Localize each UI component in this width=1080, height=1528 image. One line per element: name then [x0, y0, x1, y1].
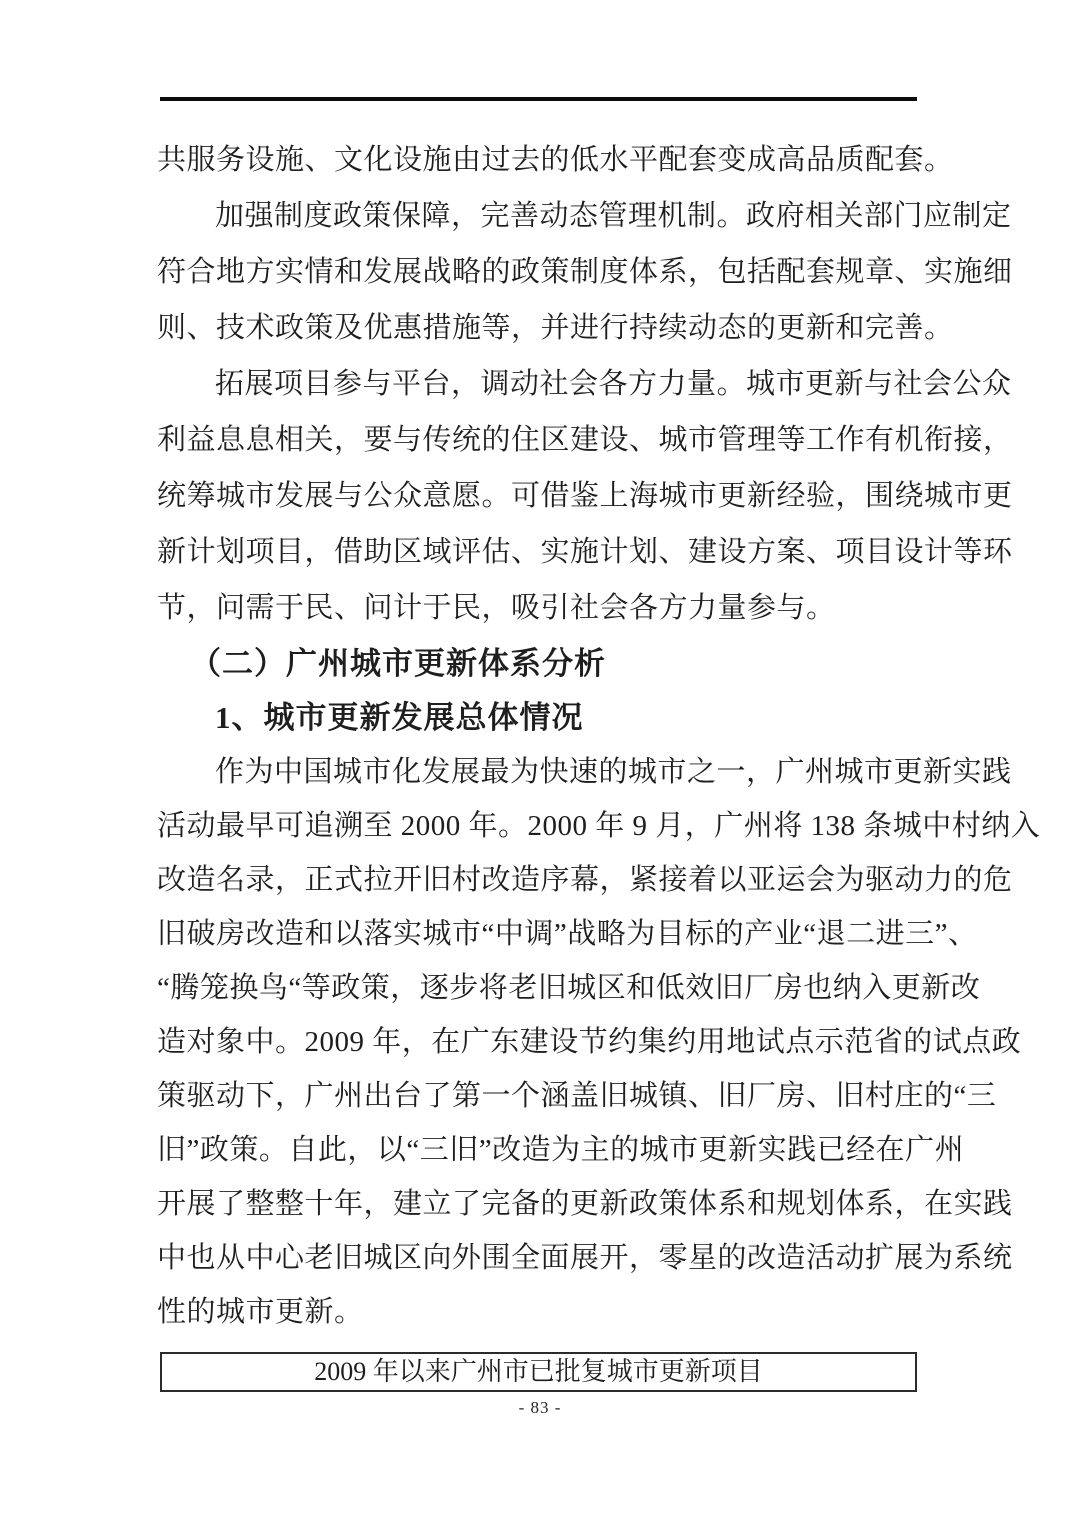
text-line: 加强制度政策保障，完善动态管理机制。政府相关部门应制定	[215, 200, 1012, 232]
text-line: 新计划项目，借助区域评估、实施计划、建设方案、项目设计等环	[157, 536, 1013, 568]
text-line: 中也从中心老旧城区向外围全面展开，零星的改造活动扩展为系统	[157, 1242, 1013, 1274]
text-line: 符合地方实情和发展战略的政策制度体系，包括配套规章、实施细	[157, 256, 1013, 288]
text-line: 利益息息相关，要与传统的住区建设、城市管理等工作有机衔接，	[157, 424, 1013, 456]
text-line: 造对象中。2009 年，在广东建设节约集约用地试点示范省的试点政	[157, 1026, 1022, 1058]
text-line: 节，问需于民、问计于民，吸引社会各方力量参与。	[157, 592, 836, 624]
document-body	[157, 132, 1041, 1339]
text-line: 旧破房改造和以落实城市“中调”战略为目标的产业“退二进三”、	[157, 918, 978, 950]
paragraph-guangzhou-history	[157, 745, 1041, 1339]
text-line: 策驱动下，广州出台了第一个涵盖旧城镇、旧厂房、旧村庄的“三	[157, 1080, 997, 1112]
paragraph-participation-platform	[157, 356, 1013, 636]
table-caption: 2009 年以来广州市已批复城市更新项目	[160, 1352, 917, 1392]
text-line: 改造名录，正式拉开旧村改造序幕，紧接着以亚运会为驱动力的危	[157, 864, 1013, 896]
subsection-heading-overall-development: 1、城市更新发展总体情况	[215, 700, 584, 735]
text-line: 性的城市更新。	[157, 1296, 364, 1328]
header-rule	[160, 97, 917, 101]
page-number: - 83 -	[518, 1398, 562, 1417]
text-line: “腾笼换鸟“等政策，逐步将老旧城区和低效旧厂房也纳入更新改	[157, 972, 981, 1004]
section-heading-guangzhou-system-analysis: （二）广州城市更新体系分析	[190, 646, 606, 681]
text-line: 旧”政策。自此，以“三旧”改造为主的城市更新实践已经在广州	[157, 1134, 965, 1166]
text-line: 则、技术政策及优惠措施等，并进行持续动态的更新和完善。	[157, 312, 954, 344]
paragraph-policy-guarantee	[157, 188, 1013, 356]
text-line: 作为中国城市化发展最为快速的城市之一，广州城市更新实践	[215, 756, 1012, 788]
text-line: 活动最早可追溯至 2000 年。2000 年 9 月，广州将 138 条城中村纳入	[157, 810, 1041, 842]
paragraph-continuation	[157, 132, 954, 188]
text-line: 开展了整整十年，建立了完备的更新政策体系和规划体系，在实践	[157, 1188, 1013, 1220]
text-line: 拓展项目参与平台，调动社会各方力量。城市更新与社会公众	[215, 368, 1012, 400]
text-line: 共服务设施、文化设施由过去的低水平配套变成高品质配套。	[157, 144, 954, 176]
text-line: 统筹城市发展与公众意愿。可借鉴上海城市更新经验，围绕城市更	[157, 480, 1013, 512]
